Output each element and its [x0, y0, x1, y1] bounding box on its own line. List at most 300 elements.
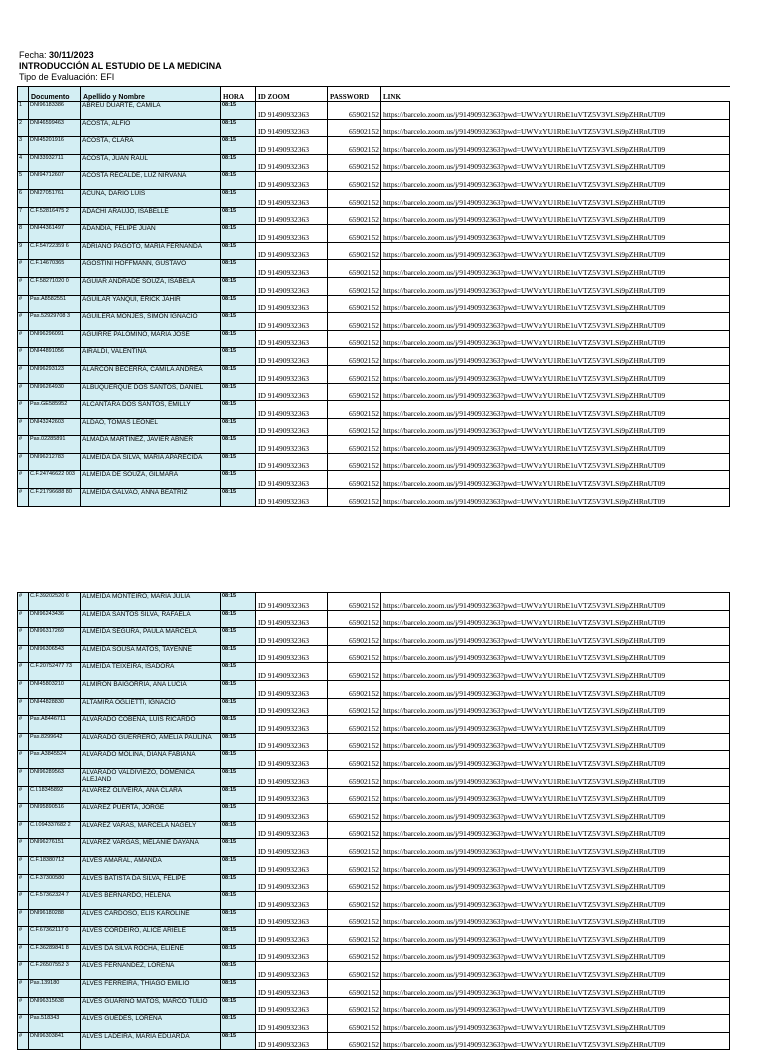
document-id: Pas.GE585952 [29, 401, 81, 419]
zoom-password: 65902152 [328, 260, 381, 278]
zoom-password: 65902152 [328, 225, 381, 243]
row-number: # [18, 663, 29, 681]
zoom-id: ID 91490932363 [256, 821, 328, 839]
table-row [18, 628, 730, 646]
document-header [19, 50, 222, 83]
student-name: ADACHI ARAUJO, ISABELLE [81, 207, 221, 225]
student-name: ACOSTA, ALFIO [81, 119, 221, 137]
exam-time: 08:15 [221, 119, 256, 137]
table-row [18, 997, 730, 1015]
zoom-id: ID 91490932363 [256, 189, 328, 207]
zoom-password: 65902152 [328, 821, 381, 839]
document-id: DNI96306543 [29, 645, 81, 663]
exam-time: 08:15 [221, 1015, 256, 1033]
zoom-link[interactable]: https://barcelo.zoom.us/j/91490932363?pwd=UWVzYU1RbE1uVTZ5V3VLSi9pZHRnUT09 [381, 277, 730, 295]
zoom-link[interactable]: https://barcelo.zoom.us/j/91490932363?pwd=UWVzYU1RbE1uVTZ5V3VLSi9pZHRnUT09 [381, 119, 730, 137]
zoom-link[interactable]: https://barcelo.zoom.us/j/91490932363?pwd=UWVzYU1RbE1uVTZ5V3VLSi9pZHRnUT09 [381, 401, 730, 419]
document-id: C.F.58271020 0 [29, 277, 81, 295]
zoom-id: ID 91490932363 [256, 944, 328, 962]
zoom-password: 65902152 [328, 1015, 381, 1033]
zoom-password: 65902152 [328, 471, 381, 489]
exam-time: 08:15 [221, 593, 256, 611]
exam-time: 08:15 [221, 225, 256, 243]
document-id: DNI96303841 [29, 1032, 81, 1050]
exam-time: 08:15 [221, 751, 256, 769]
zoom-id: ID 91490932363 [256, 119, 328, 137]
zoom-link[interactable]: https://barcelo.zoom.us/j/91490932363?pwd=UWVzYU1RbE1uVTZ5V3VLSi9pZHRnUT09 [381, 804, 730, 822]
evaluation-value: EFI [100, 72, 115, 82]
zoom-password: 65902152 [328, 892, 381, 910]
student-name: AIRALDI, VALENTINA [81, 348, 221, 366]
student-name: AGUIRRE PALOMINO, MARIA JOSE [81, 330, 221, 348]
zoom-id: ID 91490932363 [256, 628, 328, 646]
document-id: Pas.02285891 [29, 436, 81, 454]
exam-time: 08:15 [221, 821, 256, 839]
zoom-link[interactable]: https://barcelo.zoom.us/j/91490932363?pwd=UWVzYU1RbE1uVTZ5V3VLSi9pZHRnUT09 [381, 189, 730, 207]
row-number: # [18, 698, 29, 716]
zoom-id: ID 91490932363 [256, 680, 328, 698]
document-id: DNI46599463 [29, 119, 81, 137]
zoom-password: 65902152 [328, 313, 381, 331]
zoom-password: 65902152 [328, 154, 381, 172]
exam-time: 08:15 [221, 242, 256, 260]
zoom-id: ID 91490932363 [256, 716, 328, 734]
exam-time: 08:15 [221, 997, 256, 1015]
document-id: Pas.139180 [29, 980, 81, 998]
zoom-id: ID 91490932363 [256, 313, 328, 331]
zoom-id: ID 91490932363 [256, 295, 328, 313]
exam-time: 08:15 [221, 295, 256, 313]
zoom-id: ID 91490932363 [256, 856, 328, 874]
zoom-link[interactable]: https://barcelo.zoom.us/j/91490932363?pwd=UWVzYU1RbE1uVTZ5V3VLSi9pZHRnUT09 [381, 733, 730, 751]
exam-time: 08:15 [221, 418, 256, 436]
zoom-link[interactable]: https://barcelo.zoom.us/j/91490932363?pwd=UWVzYU1RbE1uVTZ5V3VLSi9pZHRnUT09 [381, 663, 730, 681]
zoom-password: 65902152 [328, 418, 381, 436]
zoom-id: ID 91490932363 [256, 962, 328, 980]
table-row [18, 663, 730, 681]
exam-time: 08:15 [221, 453, 256, 471]
student-name: ADANDIA, FELIPE JUAN [81, 225, 221, 243]
zoom-link[interactable]: https://barcelo.zoom.us/j/91490932363?pwd=UWVzYU1RbE1uVTZ5V3VLSi9pZHRnUT09 [381, 436, 730, 454]
zoom-link[interactable]: https://barcelo.zoom.us/j/91490932363?pwd=UWVzYU1RbE1uVTZ5V3VLSi9pZHRnUT09 [381, 137, 730, 155]
document-id: DNI96315638 [29, 997, 81, 1015]
student-name: ACOSTA, JUAN RAUL [81, 154, 221, 172]
date-line [19, 50, 222, 61]
document-id: Pas.A8582551 [29, 295, 81, 313]
exam-time: 08:15 [221, 277, 256, 295]
row-number: # [18, 330, 29, 348]
exam-time: 08:15 [221, 365, 256, 383]
exam-time: 08:15 [221, 189, 256, 207]
document-id: C.F.24746622 003 [29, 471, 81, 489]
zoom-password: 65902152 [328, 489, 381, 507]
zoom-id: ID 91490932363 [256, 383, 328, 401]
zoom-id: ID 91490932363 [256, 102, 328, 120]
zoom-id: ID 91490932363 [256, 698, 328, 716]
header-password: PASSWORD [328, 87, 381, 102]
student-name: ALVES BATISTA DA SILVA, FELIPE [81, 874, 221, 892]
table-row [18, 892, 730, 910]
zoom-id: ID 91490932363 [256, 1032, 328, 1050]
zoom-link[interactable]: https://barcelo.zoom.us/j/91490932363?pwd=UWVzYU1RbE1uVTZ5V3VLSi9pZHRnUT09 [381, 295, 730, 313]
zoom-link[interactable]: https://barcelo.zoom.us/j/91490932363?pwd=UWVzYU1RbE1uVTZ5V3VLSi9pZHRnUT09 [381, 997, 730, 1015]
zoom-link[interactable]: https://barcelo.zoom.us/j/91490932363?pwd=UWVzYU1RbE1uVTZ5V3VLSi9pZHRnUT09 [381, 874, 730, 892]
document-id: DNI96212783 [29, 453, 81, 471]
table-body-page-2 [18, 593, 730, 1050]
zoom-id: ID 91490932363 [256, 593, 328, 611]
row-number: # [18, 927, 29, 945]
row-number: 2 [18, 119, 29, 137]
table-row [18, 137, 730, 155]
zoom-link[interactable]: https://barcelo.zoom.us/j/91490932363?pwd=UWVzYU1RbE1uVTZ5V3VLSi9pZHRnUT09 [381, 980, 730, 998]
exam-time: 08:15 [221, 768, 256, 786]
date-value: 30/11/2023 [49, 50, 94, 60]
table-row [18, 593, 730, 611]
table-row [18, 225, 730, 243]
table-row [18, 856, 730, 874]
zoom-link[interactable]: https://barcelo.zoom.us/j/91490932363?pwd=UWVzYU1RbE1uVTZ5V3VLSi9pZHRnUT09 [381, 348, 730, 366]
zoom-link[interactable]: https://barcelo.zoom.us/j/91490932363?pwd=UWVzYU1RbE1uVTZ5V3VLSi9pZHRnUT09 [381, 927, 730, 945]
zoom-link[interactable]: https://barcelo.zoom.us/j/91490932363?pwd=UWVzYU1RbE1uVTZ5V3VLSi9pZHRnUT09 [381, 207, 730, 225]
zoom-link[interactable]: https://barcelo.zoom.us/j/91490932363?pwd=UWVzYU1RbE1uVTZ5V3VLSi9pZHRnUT09 [381, 453, 730, 471]
student-name: AGUILERA MONJES, SIMON IGNACIO [81, 313, 221, 331]
document-id: DNI96289563 [29, 768, 81, 786]
zoom-link[interactable]: https://barcelo.zoom.us/j/91490932363?pwd=UWVzYU1RbE1uVTZ5V3VLSi9pZHRnUT09 [381, 313, 730, 331]
table-row [18, 768, 730, 786]
document-id: C.I.094337682 2 [29, 821, 81, 839]
exam-time: 08:15 [221, 102, 256, 120]
zoom-link[interactable]: https://barcelo.zoom.us/j/91490932363?pwd=UWVzYU1RbE1uVTZ5V3VLSi9pZHRnUT09 [381, 962, 730, 980]
zoom-id: ID 91490932363 [256, 207, 328, 225]
zoom-password: 65902152 [328, 698, 381, 716]
row-number: # [18, 348, 29, 366]
student-name: ALMEIDA SEGURA, PAULA MARCELA [81, 628, 221, 646]
student-name: ADRIANO PAGOTO, MARIA FERNANDA [81, 242, 221, 260]
zoom-link[interactable]: https://barcelo.zoom.us/j/91490932363?pwd=UWVzYU1RbE1uVTZ5V3VLSi9pZHRnUT09 [381, 225, 730, 243]
zoom-id: ID 91490932363 [256, 892, 328, 910]
row-number: # [18, 260, 29, 278]
table-body-page-1 [18, 102, 730, 507]
table-row [18, 698, 730, 716]
zoom-link[interactable]: https://barcelo.zoom.us/j/91490932363?pwd=UWVzYU1RbE1uVTZ5V3VLSi9pZHRnUT09 [381, 768, 730, 786]
zoom-password: 65902152 [328, 980, 381, 998]
row-number: 1 [18, 102, 29, 120]
document-id: DNI33932711 [29, 154, 81, 172]
zoom-link[interactable]: https://barcelo.zoom.us/j/91490932363?pwd=UWVzYU1RbE1uVTZ5V3VLSi9pZHRnUT09 [381, 645, 730, 663]
zoom-id: ID 91490932363 [256, 453, 328, 471]
table-row [18, 751, 730, 769]
zoom-password: 65902152 [328, 401, 381, 419]
student-name: ALMEIDA SOUSA MATOS, TAYENNE [81, 645, 221, 663]
header-zoom: ID ZOOM [256, 87, 328, 102]
document-id: DNI44891056 [29, 348, 81, 366]
evaluation-label: Tipo de Evaluación: [19, 72, 98, 82]
table-row [18, 980, 730, 998]
document-id: DNI45201916 [29, 137, 81, 155]
zoom-id: ID 91490932363 [256, 154, 328, 172]
row-number: # [18, 733, 29, 751]
row-number: # [18, 277, 29, 295]
table-row [18, 489, 730, 507]
row-number: # [18, 1032, 29, 1050]
document-id: Pas.8299642 [29, 733, 81, 751]
student-name: ALVES CORDEIRO, ALICE ARIELE [81, 927, 221, 945]
row-number: # [18, 489, 29, 507]
student-name: ALVARADO MOLINA, DIANA FABIANA [81, 751, 221, 769]
zoom-id: ID 91490932363 [256, 786, 328, 804]
zoom-id: ID 91490932363 [256, 1015, 328, 1033]
exam-time: 08:15 [221, 874, 256, 892]
evaluation-line [19, 72, 222, 83]
student-name: ALVARADO GUERRERO, AMELIA PAULINA [81, 733, 221, 751]
document-id: DNI96276151 [29, 839, 81, 857]
student-table-page-2 [17, 592, 730, 1050]
zoom-id: ID 91490932363 [256, 839, 328, 857]
exam-time: 08:15 [221, 892, 256, 910]
row-number: # [18, 680, 29, 698]
row-number: # [18, 874, 29, 892]
zoom-link[interactable]: https://barcelo.zoom.us/j/91490932363?pwd=UWVzYU1RbE1uVTZ5V3VLSi9pZHRnUT09 [381, 839, 730, 857]
student-name: ALBUQUERQUE DOS SANTOS, DANIEL [81, 383, 221, 401]
zoom-link[interactable]: https://barcelo.zoom.us/j/91490932363?pwd=UWVzYU1RbE1uVTZ5V3VLSi9pZHRnUT09 [381, 242, 730, 260]
row-number: # [18, 418, 29, 436]
table-row [18, 348, 730, 366]
student-name: ALMEIDA MONTEIRO, MARIA JULIA [81, 593, 221, 611]
document-id: DNI96243436 [29, 610, 81, 628]
exam-time: 08:15 [221, 663, 256, 681]
document-id: DNI96180288 [29, 909, 81, 927]
document-id: DNI45803210 [29, 680, 81, 698]
row-number: 3 [18, 137, 29, 155]
zoom-password: 65902152 [328, 189, 381, 207]
table-row [18, 786, 730, 804]
student-name: ALCANTARA DOS SANTOS, EMILLY [81, 401, 221, 419]
document-id: DNI96293123 [29, 365, 81, 383]
row-number: # [18, 383, 29, 401]
table-row [18, 401, 730, 419]
zoom-link[interactable]: https://barcelo.zoom.us/j/91490932363?pwd=UWVzYU1RbE1uVTZ5V3VLSi9pZHRnUT09 [381, 610, 730, 628]
table-row [18, 172, 730, 190]
student-name: ALMEIDA DE SOUZA, GILMARA [81, 471, 221, 489]
zoom-password: 65902152 [328, 628, 381, 646]
row-number: # [18, 401, 29, 419]
zoom-link[interactable]: https://barcelo.zoom.us/j/91490932363?pwd=UWVzYU1RbE1uVTZ5V3VLSi9pZHRnUT09 [381, 716, 730, 734]
table-row [18, 330, 730, 348]
zoom-password: 65902152 [328, 927, 381, 945]
zoom-link[interactable]: https://barcelo.zoom.us/j/91490932363?pwd=UWVzYU1RbE1uVTZ5V3VLSi9pZHRnUT09 [381, 471, 730, 489]
zoom-link[interactable]: https://barcelo.zoom.us/j/91490932363?pwd=UWVzYU1RbE1uVTZ5V3VLSi9pZHRnUT09 [381, 628, 730, 646]
zoom-password: 65902152 [328, 119, 381, 137]
header-link: LINK [381, 87, 730, 102]
student-name: ALARCON BECERRA, CAMILA ANDREA [81, 365, 221, 383]
row-number: # [18, 997, 29, 1015]
document-id: DNI96183386 [29, 102, 81, 120]
zoom-link[interactable]: https://barcelo.zoom.us/j/91490932363?pwd=UWVzYU1RbE1uVTZ5V3VLSi9pZHRnUT09 [381, 102, 730, 120]
document-id: DNI94712607 [29, 172, 81, 190]
row-number: # [18, 856, 29, 874]
document-id: C.F.21796688 80 [29, 489, 81, 507]
row-number: # [18, 610, 29, 628]
exam-time: 08:15 [221, 980, 256, 998]
student-name: ALTAMIRA OGLIETTI, IGNACIO [81, 698, 221, 716]
zoom-link[interactable]: https://barcelo.zoom.us/j/91490932363?pwd=UWVzYU1RbE1uVTZ5V3VLSi9pZHRnUT09 [381, 1032, 730, 1050]
student-name: AGOSTINI HOFFMANN, GUSTAVO [81, 260, 221, 278]
student-name: ALVES GUARINO MATOS, MARCO TULIO [81, 997, 221, 1015]
row-number: # [18, 751, 29, 769]
zoom-password: 65902152 [328, 207, 381, 225]
row-number: # [18, 839, 29, 857]
table-row [18, 260, 730, 278]
zoom-link[interactable]: https://barcelo.zoom.us/j/91490932363?pwd=UWVzYU1RbE1uVTZ5V3VLSi9pZHRnUT09 [381, 260, 730, 278]
exam-time: 08:15 [221, 804, 256, 822]
table-row [18, 383, 730, 401]
zoom-link[interactable]: https://barcelo.zoom.us/j/91490932363?pwd=UWVzYU1RbE1uVTZ5V3VLSi9pZHRnUT09 [381, 383, 730, 401]
student-name: ACUÑA, DARIO LUIS [81, 189, 221, 207]
table-row [18, 102, 730, 120]
zoom-id: ID 91490932363 [256, 980, 328, 998]
zoom-link[interactable]: https://barcelo.zoom.us/j/91490932363?pwd=UWVzYU1RbE1uVTZ5V3VLSi9pZHRnUT09 [381, 698, 730, 716]
exam-time: 08:15 [221, 909, 256, 927]
zoom-password: 65902152 [328, 839, 381, 857]
zoom-password: 65902152 [328, 856, 381, 874]
zoom-link[interactable]: https://barcelo.zoom.us/j/91490932363?pwd=UWVzYU1RbE1uVTZ5V3VLSi9pZHRnUT09 [381, 909, 730, 927]
table-row [18, 207, 730, 225]
exam-time: 08:15 [221, 436, 256, 454]
document-id: DNI44828830 [29, 698, 81, 716]
table-row [18, 944, 730, 962]
table-row [18, 804, 730, 822]
document-id: Pas.518343 [29, 1015, 81, 1033]
zoom-link[interactable]: https://barcelo.zoom.us/j/91490932363?pwd=UWVzYU1RbE1uVTZ5V3VLSi9pZHRnUT09 [381, 593, 730, 611]
row-number: # [18, 436, 29, 454]
student-name: ALVES FERNANDEZ, LORENA [81, 962, 221, 980]
table-row [18, 154, 730, 172]
zoom-password: 65902152 [328, 610, 381, 628]
document-id: C.F.67362117 0 [29, 927, 81, 945]
document-id: C.F.26507552 3 [29, 962, 81, 980]
exam-time: 08:15 [221, 260, 256, 278]
exam-time: 08:15 [221, 348, 256, 366]
zoom-password: 65902152 [328, 786, 381, 804]
zoom-id: ID 91490932363 [256, 418, 328, 436]
document-id: C.F.18380712 [29, 856, 81, 874]
exam-time: 08:15 [221, 137, 256, 155]
zoom-link[interactable]: https://barcelo.zoom.us/j/91490932363?pwd=UWVzYU1RbE1uVTZ5V3VLSi9pZHRnUT09 [381, 365, 730, 383]
zoom-link[interactable]: https://barcelo.zoom.us/j/91490932363?pwd=UWVzYU1RbE1uVTZ5V3VLSi9pZHRnUT09 [381, 489, 730, 507]
table-row [18, 295, 730, 313]
student-name: ALVES DA SILVA ROCHA, ELIENE [81, 944, 221, 962]
table-row [18, 927, 730, 945]
zoom-link[interactable]: https://barcelo.zoom.us/j/91490932363?pwd=UWVzYU1RbE1uVTZ5V3VLSi9pZHRnUT09 [381, 751, 730, 769]
zoom-password: 65902152 [328, 733, 381, 751]
zoom-id: ID 91490932363 [256, 909, 328, 927]
zoom-id: ID 91490932363 [256, 997, 328, 1015]
zoom-id: ID 91490932363 [256, 330, 328, 348]
exam-time: 08:15 [221, 680, 256, 698]
table-row [18, 436, 730, 454]
zoom-link[interactable]: https://barcelo.zoom.us/j/91490932363?pwd=UWVzYU1RbE1uVTZ5V3VLSi9pZHRnUT09 [381, 1015, 730, 1033]
student-name: ALVES FERREIRA, THIAGO EMILIO [81, 980, 221, 998]
zoom-password: 65902152 [328, 277, 381, 295]
exam-time: 08:15 [221, 154, 256, 172]
zoom-password: 65902152 [328, 909, 381, 927]
document-id: C.F.57362324 7 [29, 892, 81, 910]
zoom-id: ID 91490932363 [256, 471, 328, 489]
zoom-password: 65902152 [328, 365, 381, 383]
zoom-password: 65902152 [328, 645, 381, 663]
zoom-link[interactable]: https://barcelo.zoom.us/j/91490932363?pwd=UWVzYU1RbE1uVTZ5V3VLSi9pZHRnUT09 [381, 856, 730, 874]
student-name: ALMIRON BAIGORRIA, ANA LUCIA [81, 680, 221, 698]
document-id: DNI96264930 [29, 383, 81, 401]
zoom-password: 65902152 [328, 1032, 381, 1050]
exam-time: 08:15 [221, 786, 256, 804]
zoom-link[interactable]: https://barcelo.zoom.us/j/91490932363?pwd=UWVzYU1RbE1uVTZ5V3VLSi9pZHRnUT09 [381, 680, 730, 698]
zoom-password: 65902152 [328, 137, 381, 155]
zoom-id: ID 91490932363 [256, 401, 328, 419]
row-number: # [18, 804, 29, 822]
row-number: # [18, 471, 29, 489]
zoom-password: 65902152 [328, 593, 381, 611]
row-number: # [18, 628, 29, 646]
row-number: 4 [18, 154, 29, 172]
zoom-link[interactable]: https://barcelo.zoom.us/j/91490932363?pwd=UWVzYU1RbE1uVTZ5V3VLSi9pZHRnUT09 [381, 418, 730, 436]
document-id: C.F.20752477 73 [29, 663, 81, 681]
zoom-link[interactable]: https://barcelo.zoom.us/j/91490932363?pwd=UWVzYU1RbE1uVTZ5V3VLSi9pZHRnUT09 [381, 172, 730, 190]
document-id: C.F.52816475 2 [29, 207, 81, 225]
table-row [18, 418, 730, 436]
zoom-id: ID 91490932363 [256, 733, 328, 751]
student-name: ALVAREZ VARAS, MARCELA NAGELY [81, 821, 221, 839]
row-number: 6 [18, 189, 29, 207]
student-name: ALVES CARDOSO, ELIS KAROLINE [81, 909, 221, 927]
exam-time: 08:15 [221, 628, 256, 646]
table-row [18, 645, 730, 663]
zoom-link[interactable]: https://barcelo.zoom.us/j/91490932363?pwd=UWVzYU1RbE1uVTZ5V3VLSi9pZHRnUT09 [381, 892, 730, 910]
header-nombre: Apellido y Nombre [81, 87, 221, 102]
zoom-link[interactable]: https://barcelo.zoom.us/j/91490932363?pwd=UWVzYU1RbE1uVTZ5V3VLSi9pZHRnUT09 [381, 944, 730, 962]
zoom-password: 65902152 [328, 172, 381, 190]
table-row [18, 909, 730, 927]
zoom-password: 65902152 [328, 242, 381, 260]
row-number: # [18, 453, 29, 471]
header-hora: HORA [221, 87, 256, 102]
document-id: Pas.A3845524 [29, 751, 81, 769]
zoom-password: 65902152 [328, 453, 381, 471]
zoom-password: 65902152 [328, 874, 381, 892]
course-title: INTRODUCCIÓN AL ESTUDIO DE LA MEDICINA [19, 61, 222, 71]
zoom-id: ID 91490932363 [256, 225, 328, 243]
date-label: Fecha: [19, 50, 47, 60]
zoom-id: ID 91490932363 [256, 348, 328, 366]
exam-time: 08:15 [221, 207, 256, 225]
table-row [18, 716, 730, 734]
row-number: # [18, 1015, 29, 1033]
table-row [18, 962, 730, 980]
document-id: DNI96317269 [29, 628, 81, 646]
zoom-id: ID 91490932363 [256, 277, 328, 295]
zoom-link[interactable]: https://barcelo.zoom.us/j/91490932363?pwd=UWVzYU1RbE1uVTZ5V3VLSi9pZHRnUT09 [381, 154, 730, 172]
student-name: ALVES GUEDES, LORENA [81, 1015, 221, 1033]
student-name: ALMEIDA GALVAO, ANNA BEATRIZ [81, 489, 221, 507]
zoom-id: ID 91490932363 [256, 874, 328, 892]
zoom-link[interactable]: https://barcelo.zoom.us/j/91490932363?pwd=UWVzYU1RbE1uVTZ5V3VLSi9pZHRnUT09 [381, 330, 730, 348]
row-number: # [18, 821, 29, 839]
document-id: DNI96296091 [29, 330, 81, 348]
exam-time: 08:15 [221, 471, 256, 489]
zoom-link[interactable]: https://barcelo.zoom.us/j/91490932363?pwd=UWVzYU1RbE1uVTZ5V3VLSi9pZHRnUT09 [381, 821, 730, 839]
exam-time: 08:15 [221, 645, 256, 663]
zoom-link[interactable]: https://barcelo.zoom.us/j/91490932363?pwd=UWVzYU1RbE1uVTZ5V3VLSi9pZHRnUT09 [381, 786, 730, 804]
